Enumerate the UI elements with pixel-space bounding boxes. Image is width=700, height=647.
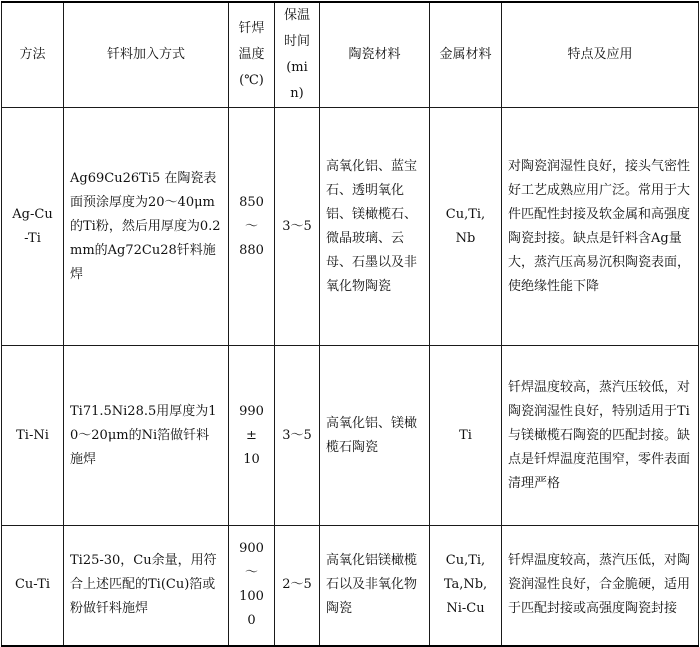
header-ceramic: 陶瓷材料 — [320, 2, 430, 108]
cell-features: 钎焊温度较高，蒸汽压较低，对陶瓷润湿性良好，特别适用于Ti与镁橄榄石陶瓷的匹配封接。缺点是钎焊温度范围窄，零件表面清理严格 — [502, 346, 699, 526]
cell-method: Ti-Ni — [2, 346, 64, 526]
header-brazing-temp: 钎焊 温度 (℃) — [229, 2, 275, 108]
header-row — [2, 2, 699, 108]
cell-time: 3～5 — [275, 108, 320, 346]
cell-time: 2～5 — [275, 526, 320, 646]
cell-ceramic: 高氧化铝、镁橄榄石陶瓷 — [320, 346, 430, 526]
table-row — [2, 346, 699, 526]
cell-time: 3～5 — [275, 346, 320, 526]
cell-features: 对陶瓷润湿性良好，接头气密性好工艺成熟应用广泛。常用于大件匹配性封接及软金属和高强度陶瓷封接。缺点是钎料含Ag量大，蒸汽压高易沉积陶瓷表面，使绝缘性能下降 — [502, 108, 699, 346]
cell-method: Cu-Ti — [2, 526, 64, 646]
brazing-methods-table — [1, 1, 699, 647]
cell-filler-mode: Ag69Cu26Ti5 在陶瓷表面预涂厚度为20～40μm的Ti粉，然后用厚度为0.2mm的Ag72Cu28钎料施焊 — [64, 108, 229, 346]
cell-ceramic: 高氧化铝、蓝宝石、透明氧化铝、镁橄榄石、微晶玻璃、云母、石墨以及非氧化物陶瓷 — [320, 108, 430, 346]
header-metal: 金属材料 — [430, 2, 502, 108]
cell-metal: Cu,Ti, Ta,Nb, Ni-Cu — [430, 526, 502, 646]
table-row — [2, 108, 699, 346]
cell-method: Ag-Cu -Ti — [2, 108, 64, 346]
header-hold-time: 保温 时间 (min) — [275, 2, 320, 108]
header-filler-mode: 钎料加入方式 — [64, 2, 229, 108]
cell-temp: 990± 10 — [229, 346, 275, 526]
cell-filler-mode: Ti71.5Ni28.5用厚度为10～20μm的Ni箔做钎料施焊 — [64, 346, 229, 526]
cell-metal: Cu,Ti, Nb — [430, 108, 502, 346]
header-method: 方法 — [2, 2, 64, 108]
cell-temp: 850～ 880 — [229, 108, 275, 346]
cell-temp: 900～ 1000 — [229, 526, 275, 646]
table-row — [2, 526, 699, 646]
cell-ceramic: 高氧化铝镁橄榄石以及非氧化物陶瓷 — [320, 526, 430, 646]
cell-filler-mode: Ti25-30，Cu余量，用符合上述匹配的Ti(Cu)箔或粉做钎料施焊 — [64, 526, 229, 646]
cell-features: 钎焊温度较高，蒸汽压低，对陶瓷润湿性良好，合金脆硬，适用于匹配封接或高强度陶瓷封接 — [502, 526, 699, 646]
cell-metal: Ti — [430, 346, 502, 526]
header-features: 特点及应用 — [502, 2, 699, 108]
